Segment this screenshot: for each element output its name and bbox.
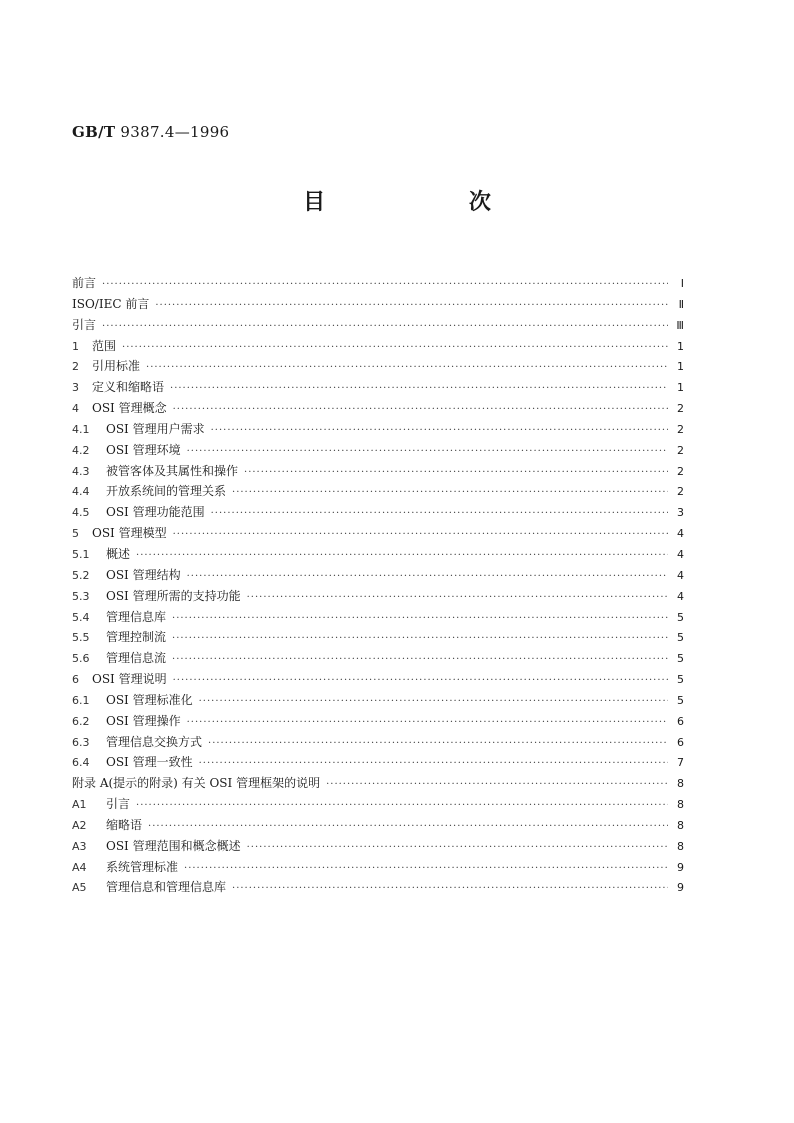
standard-number: 9387.4—1996 xyxy=(120,123,230,141)
table-of-contents xyxy=(72,273,684,898)
toc-entry-label: 定义和缩略语 xyxy=(92,380,165,395)
toc-entry-label: 前言 xyxy=(72,276,97,290)
toc-dot-leader xyxy=(136,546,668,567)
toc-entry-page: 2 xyxy=(677,422,684,436)
toc-entry-label: 管理信息交换方式 xyxy=(106,734,203,749)
toc-dot-leader xyxy=(173,671,668,692)
toc-entry-page: 3 xyxy=(677,506,684,520)
toc-entry[interactable] xyxy=(72,794,684,815)
toc-dot-leader xyxy=(102,317,668,338)
page-title: 目 次 xyxy=(303,190,559,215)
toc-entry[interactable] xyxy=(72,607,684,628)
toc-entry-label: 引用标准 xyxy=(92,359,141,374)
toc-entry-number: 4.2 xyxy=(72,443,90,457)
toc-entry-number: 5 xyxy=(72,527,79,541)
toc-entry-page: 1 xyxy=(677,360,684,374)
toc-entry-label: OSI 管理结构 xyxy=(106,567,181,582)
toc-entry-label: OSI 管理所需的支持功能 xyxy=(106,588,241,603)
toc-entry-page: 2 xyxy=(677,485,684,499)
toc-entry-label: 管理信息和管理信息库 xyxy=(106,880,227,895)
toc-entry-page: 8 xyxy=(677,777,684,791)
toc-entry-label: 引言 xyxy=(106,797,131,812)
toc-entry-page: 2 xyxy=(677,443,684,457)
toc-entry-label: 附录 A(提示的附录) 有关 OSI 管理框架的说明 xyxy=(72,776,321,791)
toc-entry[interactable] xyxy=(72,752,684,773)
toc-dot-leader xyxy=(187,567,668,588)
toc-entry-page: 8 xyxy=(677,818,684,832)
toc-entry[interactable] xyxy=(72,523,684,544)
toc-dot-leader xyxy=(208,734,668,755)
toc-entry-number: 6.1 xyxy=(72,693,90,707)
toc-entry[interactable] xyxy=(72,315,684,336)
toc-entry-page: 6 xyxy=(677,735,684,749)
toc-dot-leader xyxy=(172,650,668,671)
toc-dot-leader xyxy=(211,504,668,525)
toc-entry-number: 6.3 xyxy=(72,735,90,749)
toc-entry-page: Ⅲ xyxy=(676,318,684,332)
toc-entry-page: 5 xyxy=(677,693,684,707)
toc-entry-label: 开放系统间的管理关系 xyxy=(106,484,227,499)
toc-entry[interactable] xyxy=(72,356,684,377)
toc-entry[interactable] xyxy=(72,773,684,794)
toc-dot-leader xyxy=(148,817,668,838)
toc-entry[interactable] xyxy=(72,586,684,607)
toc-entry[interactable] xyxy=(72,336,684,357)
toc-entry[interactable] xyxy=(72,273,684,294)
toc-entry[interactable] xyxy=(72,481,684,502)
toc-dot-leader xyxy=(173,525,668,546)
toc-entry-number: 5.2 xyxy=(72,568,90,582)
toc-entry-label: OSI 管理操作 xyxy=(106,713,181,728)
toc-entry-number: 4.3 xyxy=(72,464,90,478)
toc-entry[interactable] xyxy=(72,669,684,690)
toc-entry-number: 1 xyxy=(72,339,79,353)
toc-entry-page: 9 xyxy=(677,860,684,874)
toc-dot-leader xyxy=(199,692,668,713)
toc-entry-label: 管理信息库 xyxy=(106,609,167,624)
toc-entry-page: 4 xyxy=(677,547,684,561)
toc-entry-label: 系统管理标准 xyxy=(106,859,179,874)
toc-dot-leader xyxy=(211,421,668,442)
toc-entry[interactable] xyxy=(72,627,684,648)
toc-dot-leader xyxy=(155,296,668,317)
toc-entry-label: OSI 管理一致性 xyxy=(106,755,193,770)
toc-entry-label: OSI 管理概念 xyxy=(92,401,167,416)
toc-dot-leader xyxy=(122,338,668,359)
toc-entry-number: A1 xyxy=(72,798,87,812)
toc-entry[interactable] xyxy=(72,648,684,669)
toc-entry-number: 5.4 xyxy=(72,610,90,624)
toc-dot-leader xyxy=(232,879,668,900)
toc-entry[interactable] xyxy=(72,419,684,440)
toc-entry-page: 2 xyxy=(677,464,684,478)
toc-entry-page: 5 xyxy=(677,652,684,666)
toc-entry-label: 概述 xyxy=(106,546,131,561)
toc-entry-label: OSI 管理功能范围 xyxy=(106,505,205,520)
toc-entry[interactable] xyxy=(72,836,684,857)
toc-entry-number: A4 xyxy=(72,860,87,874)
toc-entry[interactable] xyxy=(72,711,684,732)
toc-entry-page: 5 xyxy=(677,673,684,687)
toc-dot-leader xyxy=(244,463,668,484)
toc-entry-number: 6.2 xyxy=(72,714,90,728)
toc-entry-label: 管理控制流 xyxy=(106,630,167,645)
toc-entry-label: OSI 管理说明 xyxy=(92,672,167,687)
toc-dot-leader xyxy=(247,838,668,859)
toc-entry-label: 管理信息流 xyxy=(106,651,167,666)
toc-entry-number: A3 xyxy=(72,839,87,853)
toc-entry-page: 2 xyxy=(677,402,684,416)
toc-dot-leader xyxy=(199,754,668,775)
toc-entry[interactable] xyxy=(72,440,684,461)
toc-entry-page: 8 xyxy=(677,798,684,812)
toc-entry-number: 4.5 xyxy=(72,506,90,520)
toc-entry[interactable] xyxy=(72,461,684,482)
toc-entry-number: 4.1 xyxy=(72,422,90,436)
toc-dot-leader xyxy=(326,775,668,796)
toc-dot-leader xyxy=(187,442,668,463)
toc-entry-number: 4 xyxy=(72,402,79,416)
toc-dot-leader xyxy=(247,588,668,609)
toc-entry-number: 5.6 xyxy=(72,652,90,666)
toc-dot-leader xyxy=(136,796,668,817)
toc-dot-leader xyxy=(146,358,668,379)
toc-entry[interactable] xyxy=(72,565,684,586)
toc-entry-label: 缩略语 xyxy=(106,817,143,832)
toc-entry-page: 4 xyxy=(677,589,684,603)
toc-entry-number: 3 xyxy=(72,381,79,395)
toc-entry-label: OSI 管理用户需求 xyxy=(106,421,205,436)
toc-entry-number: 4.4 xyxy=(72,485,90,499)
toc-entry-label: 范围 xyxy=(92,338,117,353)
toc-entry-number: 5.3 xyxy=(72,589,90,603)
toc-entry[interactable] xyxy=(72,732,684,753)
toc-entry-page: Ⅱ xyxy=(678,297,684,311)
toc-entry-page: 9 xyxy=(677,881,684,895)
toc-entry[interactable] xyxy=(72,377,684,398)
toc-entry-page: 1 xyxy=(677,339,684,353)
toc-entry-label: OSI 管理模型 xyxy=(92,526,167,541)
toc-dot-leader xyxy=(187,713,668,734)
toc-dot-leader xyxy=(232,483,668,504)
toc-entry-page: 4 xyxy=(677,568,684,582)
toc-entry-number: 6 xyxy=(72,673,79,687)
toc-entry-number: 5.1 xyxy=(72,547,90,561)
toc-entry-number: 5.5 xyxy=(72,631,90,645)
toc-dot-leader xyxy=(173,400,668,421)
toc-entry-page: 6 xyxy=(677,714,684,728)
toc-entry[interactable] xyxy=(72,502,684,523)
toc-entry-page: 5 xyxy=(677,631,684,645)
toc-entry-label: 被管客体及其属性和操作 xyxy=(106,463,239,478)
toc-entry-page: 5 xyxy=(677,610,684,624)
toc-dot-leader xyxy=(172,629,668,650)
toc-entry-page: 7 xyxy=(677,756,684,770)
toc-dot-leader xyxy=(172,609,668,630)
toc-entry-page: 8 xyxy=(677,839,684,853)
toc-entry[interactable] xyxy=(72,690,684,711)
toc-dot-leader xyxy=(102,275,668,296)
toc-entry-number: A5 xyxy=(72,881,87,895)
toc-entry-label: OSI 管理标准化 xyxy=(106,692,193,707)
toc-entry[interactable] xyxy=(72,398,684,419)
toc-entry-page: I xyxy=(680,277,684,290)
standard-prefix: GB/T xyxy=(72,123,116,141)
toc-entry[interactable] xyxy=(72,815,684,836)
toc-entry-label: ISO/IEC 前言 xyxy=(72,296,150,311)
toc-entry-number: A2 xyxy=(72,818,87,832)
toc-dot-leader xyxy=(170,379,668,400)
toc-entry[interactable] xyxy=(72,877,684,898)
toc-dot-leader xyxy=(184,859,668,880)
standard-code xyxy=(72,123,229,141)
toc-entry-label: OSI 管理环境 xyxy=(106,442,181,457)
toc-entry[interactable] xyxy=(72,857,684,878)
toc-entry-number: 2 xyxy=(72,360,79,374)
toc-entry[interactable] xyxy=(72,544,684,565)
toc-entry-page: 1 xyxy=(677,381,684,395)
toc-entry-label: 引言 xyxy=(72,317,97,332)
toc-entry-number: 6.4 xyxy=(72,756,90,770)
toc-entry-label: OSI 管理范围和概念概述 xyxy=(106,838,241,853)
toc-entry[interactable] xyxy=(72,294,684,315)
toc-entry-page: 4 xyxy=(677,527,684,541)
